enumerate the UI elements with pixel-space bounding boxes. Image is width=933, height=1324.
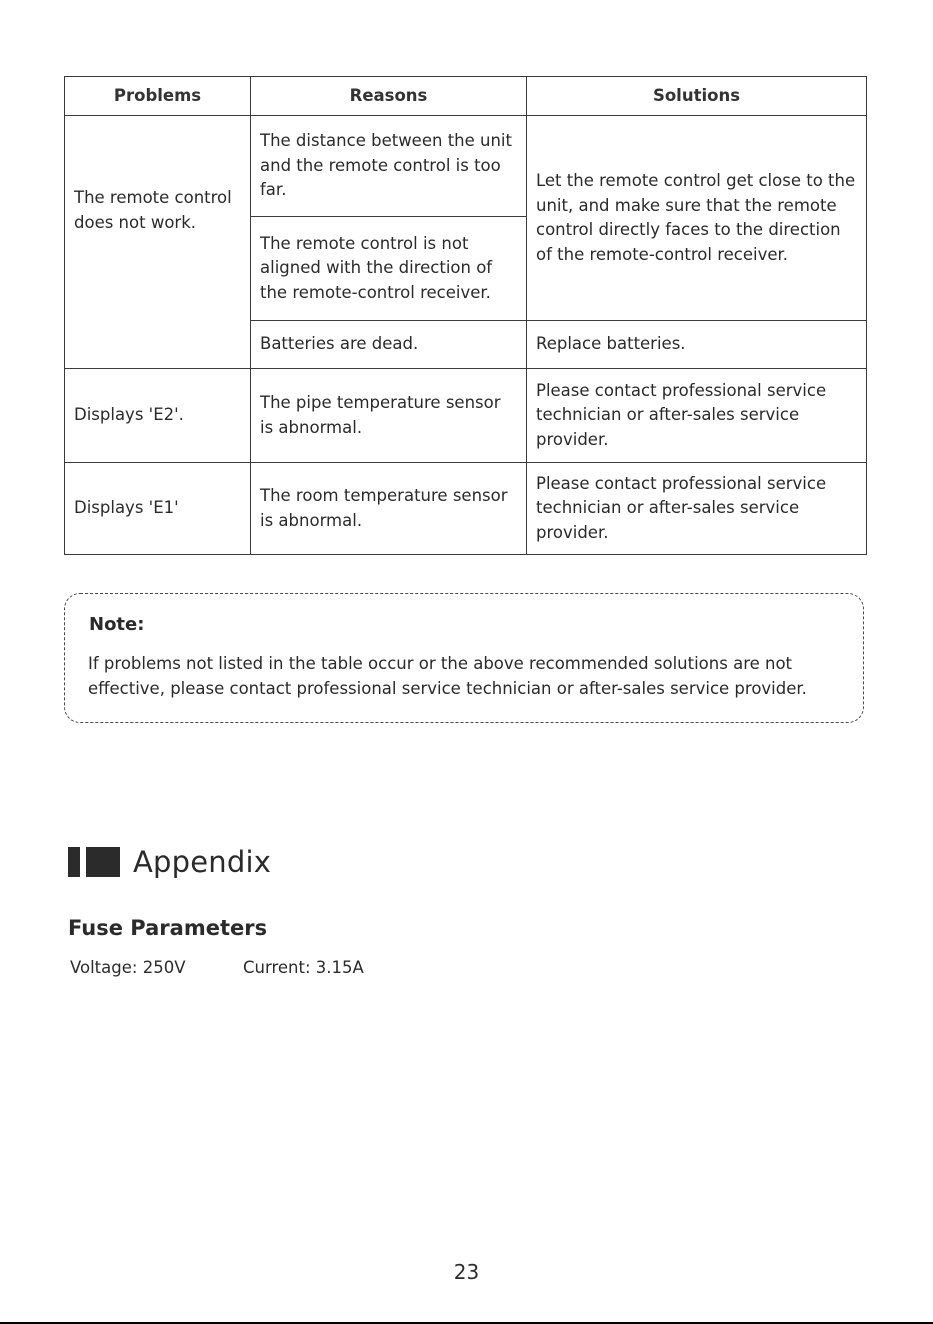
header-problems: Problems: [65, 77, 251, 116]
appendix-heading: [68, 838, 271, 886]
appendix-title: Appendix: [133, 845, 272, 879]
fuse-parameters: [70, 958, 364, 977]
problem-cell: The remote control does not work.: [65, 116, 251, 369]
section-bars-icon: [68, 847, 120, 877]
solution-cell: Please contact professional service technician or after-sales service provider.: [527, 463, 867, 555]
section-bar-large: [86, 847, 120, 877]
reason-cell: Batteries are dead.: [251, 321, 527, 369]
reason-cell: The distance between the unit and the remote control is too far.: [251, 116, 527, 217]
solution-cell: Let the remote control get close to the unit, and make sure that the remote control directly faces to the direction of the remote-control receiver.: [527, 116, 867, 321]
table-row: [65, 369, 867, 463]
page-number: 23: [453, 1260, 480, 1284]
header-reasons: Reasons: [251, 77, 527, 116]
note-title: Note:: [89, 614, 145, 635]
problem-cell: Displays 'E1': [65, 463, 251, 555]
note-text: If problems not listed in the table occur or the above recommended solutions are not effective, please contact professional service technician or after-sales service provider.: [88, 654, 807, 698]
fuse-current: Current: 3.15A: [243, 958, 364, 977]
table-header-row: [65, 77, 867, 116]
header-solutions: Solutions: [527, 77, 867, 116]
solution-cell: Replace batteries.: [527, 321, 867, 369]
troubleshooting-table: [64, 76, 867, 555]
reason-cell: The room temperature sensor is abnormal.: [251, 463, 527, 555]
fuse-voltage: Voltage: 250V: [70, 958, 186, 977]
fuse-parameters-title: Fuse Parameters: [68, 916, 268, 940]
reason-cell: The remote control is not aligned with the direction of the remote-control receiver.: [251, 217, 527, 321]
section-bar-small: [68, 847, 80, 877]
solution-cell: Please contact professional service technician or after-sales service provider.: [527, 369, 867, 463]
note-box: [64, 593, 864, 723]
problem-cell: Displays 'E2'.: [65, 369, 251, 463]
table-row: [65, 463, 867, 555]
table-row: [65, 116, 867, 217]
reason-cell: The pipe temperature sensor is abnormal.: [251, 369, 527, 463]
